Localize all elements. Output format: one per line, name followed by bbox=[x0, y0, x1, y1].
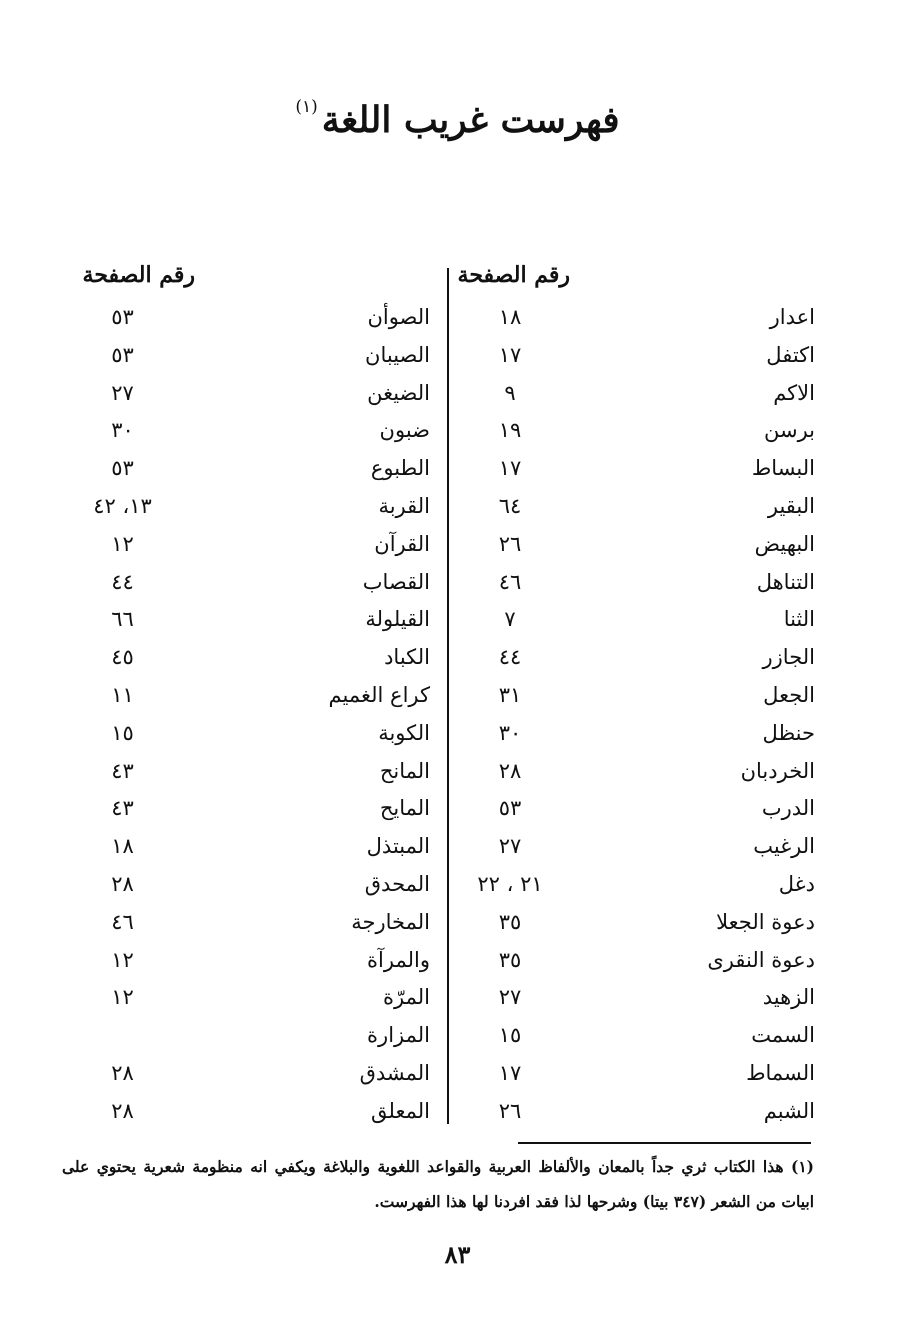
entry-page-number: ٢٦ bbox=[498, 531, 522, 556]
index-entry bbox=[455, 753, 825, 791]
entry-page-number: ٢٨ bbox=[498, 758, 522, 783]
index-entry bbox=[55, 639, 440, 677]
entry-page-number: ١١ bbox=[111, 682, 134, 707]
index-entry bbox=[55, 866, 440, 904]
entry-page-number: ٢٧ bbox=[498, 985, 522, 1010]
index-entry bbox=[55, 677, 440, 715]
entry-page-number: ٥٣ bbox=[498, 796, 522, 821]
entry-word: الدرب bbox=[761, 796, 815, 821]
entry-word: الطبوع bbox=[370, 456, 430, 481]
index-entry bbox=[55, 450, 440, 488]
entry-word: المانح bbox=[379, 758, 430, 783]
entry-word: الشبم bbox=[763, 1098, 815, 1123]
index-entry bbox=[55, 601, 440, 639]
entry-page-number: ٢٧ bbox=[111, 380, 134, 405]
index-entry bbox=[455, 412, 825, 450]
entry-page-number: ٢٨ bbox=[111, 871, 134, 896]
index-entry bbox=[455, 337, 825, 375]
entry-word: المخارجة bbox=[351, 909, 430, 934]
index-entry bbox=[455, 450, 825, 488]
column-header-right: رقم الصفحة bbox=[457, 262, 570, 288]
entry-word: كراع الغميم bbox=[328, 682, 430, 707]
index-entry bbox=[455, 375, 825, 413]
page-title bbox=[0, 82, 915, 145]
entry-word: القصاب bbox=[362, 569, 430, 594]
index-entry bbox=[55, 979, 440, 1017]
index-entry bbox=[455, 601, 825, 639]
entry-page-number: ١٧ bbox=[498, 342, 522, 367]
index-entry bbox=[455, 526, 825, 564]
entry-word: التناهل bbox=[756, 569, 815, 594]
index-entry bbox=[55, 942, 440, 980]
index-entry bbox=[55, 337, 440, 375]
entry-page-number: ٣٠ bbox=[498, 720, 522, 745]
entry-page-number: ١٥ bbox=[498, 1023, 522, 1048]
index-entry bbox=[55, 715, 440, 753]
entry-page-number: ١٩ bbox=[498, 418, 522, 443]
index-entry bbox=[55, 412, 440, 450]
index-column-right bbox=[455, 299, 825, 1131]
index-column-left bbox=[55, 299, 440, 1131]
entry-page-number: ١٣، ٤٢ bbox=[93, 493, 152, 518]
entry-page-number: ٩ bbox=[504, 380, 516, 405]
entry-page-number: ٤٤ bbox=[498, 645, 522, 670]
title-footnote-marker: (١) bbox=[295, 97, 318, 117]
entry-page-number: ١٧ bbox=[498, 1060, 522, 1085]
entry-page-number: ١٢ bbox=[111, 531, 134, 556]
entry-page-number: ٤٦ bbox=[111, 909, 134, 934]
entry-word: المايح bbox=[379, 796, 430, 821]
entry-word: الخردبان bbox=[740, 758, 815, 783]
entry-word: السماط bbox=[746, 1060, 815, 1085]
entry-page-number: ٥٣ bbox=[111, 305, 134, 329]
entry-word: اكتفل bbox=[766, 342, 815, 367]
entry-word: ضبون bbox=[379, 418, 430, 443]
entry-page-number: ٥٣ bbox=[111, 456, 134, 481]
entry-page-number: ٣١ bbox=[498, 682, 522, 707]
index-entry bbox=[455, 1055, 825, 1093]
index-entry bbox=[55, 753, 440, 791]
entry-word: الكباد bbox=[384, 645, 430, 670]
entry-word: المعلق bbox=[371, 1098, 430, 1123]
index-entry bbox=[55, 828, 440, 866]
entry-page-number: ٢٨ bbox=[111, 1060, 134, 1085]
entry-page-number: ٢٨ bbox=[111, 1098, 134, 1123]
entry-page-number: ٤٤ bbox=[111, 569, 134, 594]
entry-word: والمرآة bbox=[367, 947, 430, 972]
entry-page-number: ١٢ bbox=[111, 985, 134, 1010]
index-entry bbox=[55, 1017, 440, 1055]
index-entry bbox=[55, 375, 440, 413]
index-entry bbox=[455, 715, 825, 753]
entry-page-number: ٣٠ bbox=[111, 418, 134, 443]
entry-word: برسن bbox=[763, 418, 815, 443]
index-entry bbox=[55, 790, 440, 828]
title-text: فهرست غريب اللغة bbox=[321, 99, 620, 141]
entry-word: المحدق bbox=[364, 871, 430, 896]
entry-word: البقير bbox=[767, 493, 815, 518]
index-entry bbox=[55, 904, 440, 942]
entry-word: الكوبة bbox=[378, 720, 430, 745]
index-entry bbox=[455, 790, 825, 828]
entry-word: الجعل bbox=[763, 682, 815, 707]
index-entry bbox=[55, 1055, 440, 1093]
entry-word: المبتذل bbox=[366, 834, 430, 859]
entry-word: اعدار bbox=[769, 305, 815, 329]
entry-page-number: ٦٤ bbox=[498, 493, 522, 518]
entry-word: دعوة النقرى bbox=[707, 947, 815, 972]
entry-word: الاكم bbox=[773, 380, 815, 405]
index-entry bbox=[55, 526, 440, 564]
index-entry bbox=[455, 564, 825, 602]
index-entry bbox=[455, 866, 825, 904]
entry-page-number: ١٨ bbox=[111, 834, 134, 859]
entry-page-number: ٤٦ bbox=[498, 569, 522, 594]
column-header-left: رقم الصفحة bbox=[82, 262, 195, 288]
entry-word: حنظل bbox=[762, 720, 815, 745]
entry-page-number: ٣٥ bbox=[498, 909, 522, 934]
column-divider bbox=[447, 268, 449, 1124]
entry-page-number: ٣٥ bbox=[498, 947, 522, 972]
entry-word: دعوة الجعلا bbox=[716, 909, 815, 934]
entry-page-number: ١٧ bbox=[498, 456, 522, 481]
entry-word: البساط bbox=[751, 456, 815, 481]
entry-page-number: ٢٧ bbox=[498, 834, 522, 859]
entry-page-number: ١٨ bbox=[498, 305, 522, 329]
entry-word: الصوأن bbox=[367, 305, 430, 329]
index-entry bbox=[55, 1093, 440, 1131]
footnote-rule bbox=[518, 1142, 811, 1144]
entry-page-number: ١٥ bbox=[111, 720, 134, 745]
index-entry bbox=[455, 677, 825, 715]
entry-word: القربة bbox=[378, 493, 430, 518]
index-entry bbox=[455, 1093, 825, 1131]
entry-word: المشدق bbox=[359, 1060, 430, 1085]
index-entry bbox=[455, 942, 825, 980]
index-entry bbox=[455, 639, 825, 677]
footnote: (١) هذا الكتاب ثري جداً بالمعان والألفاظ العربية والقواعد اللغوية والبلاغة ويكفي انه منظومة شعرية يحتوي على ابيات من الشعر (٣٤٧ بيتا) وشرحها لذا فقد افردنا لها هذا الفهرست. bbox=[62, 1157, 814, 1211]
index-entry bbox=[55, 488, 440, 526]
entry-word: المرّة bbox=[383, 985, 430, 1010]
entry-page-number: ٢١ ، ٢٢ bbox=[477, 871, 543, 896]
index-entry bbox=[455, 299, 825, 337]
entry-word: الزهيد bbox=[762, 985, 815, 1010]
entry-word: المزارة bbox=[367, 1023, 430, 1048]
entry-page-number: ٦٦ bbox=[111, 607, 134, 632]
entry-word: القرآن bbox=[374, 531, 430, 556]
entry-word: البهيض bbox=[754, 531, 815, 556]
entry-word: الصيبان bbox=[365, 342, 430, 367]
entry-page-number: ٤٥ bbox=[111, 645, 134, 670]
index-entry bbox=[455, 1017, 825, 1055]
entry-word: دغل bbox=[778, 871, 815, 896]
index-entry bbox=[455, 488, 825, 526]
index-entry bbox=[455, 979, 825, 1017]
entry-page-number: ٤٣ bbox=[111, 796, 134, 821]
index-entry bbox=[55, 564, 440, 602]
entry-word: الثنا bbox=[783, 607, 815, 632]
entry-page-number: ١٢ bbox=[111, 947, 134, 972]
entry-page-number: ٧ bbox=[504, 607, 516, 632]
index-entry bbox=[55, 299, 440, 337]
entry-page-number: ٤٣ bbox=[111, 758, 134, 783]
entry-word: القيلولة bbox=[365, 607, 430, 632]
entry-word: الضيغن bbox=[367, 380, 430, 405]
entry-word: الرغيب bbox=[753, 834, 815, 859]
entry-word: الجازر bbox=[762, 645, 815, 670]
page-number: ٨٣ bbox=[444, 1240, 471, 1269]
index-entry bbox=[455, 904, 825, 942]
index-entry bbox=[455, 828, 825, 866]
entry-page-number: ٥٣ bbox=[111, 342, 134, 367]
entry-word: السمت bbox=[751, 1023, 815, 1048]
entry-page-number: ٢٦ bbox=[498, 1098, 522, 1123]
